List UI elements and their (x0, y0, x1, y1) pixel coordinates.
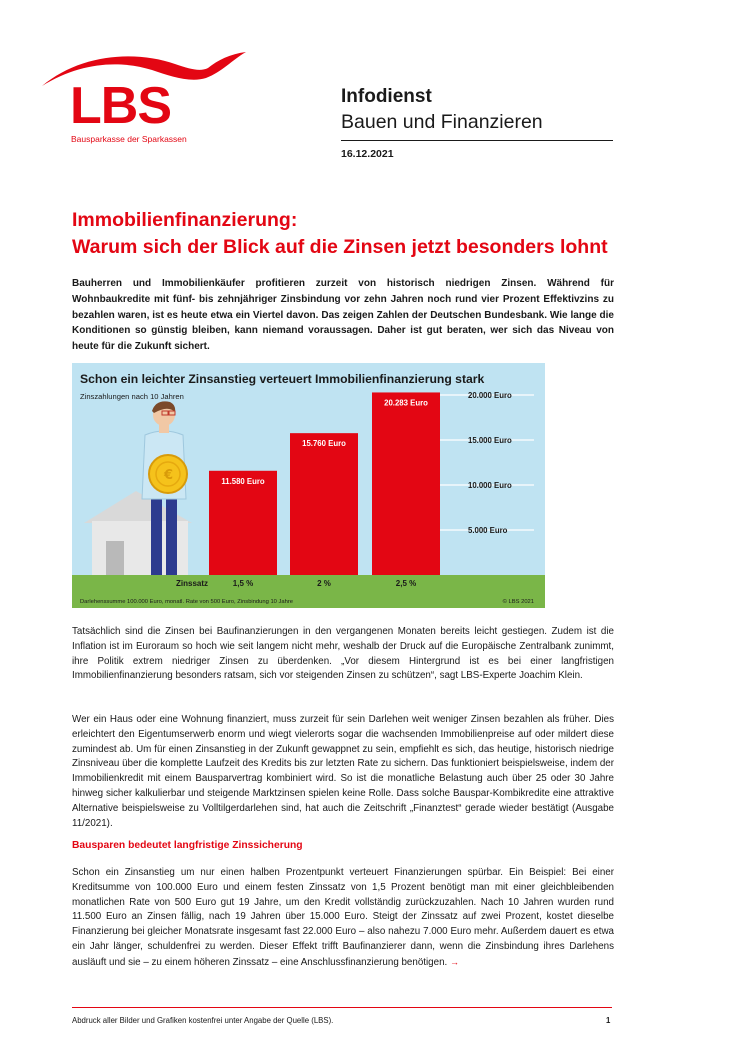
chart-footnote: Darlehenssumme 100.000 Euro, monatl. Rate von 500 Euro, Zinsbindung 10 Jahre (80, 599, 294, 605)
chart-y-tick-label: 5.000 Euro (468, 526, 508, 535)
article-title-line1: Immobilienfinanzierung: (72, 209, 298, 231)
chart-y-tick-label: 15.000 Euro (468, 436, 512, 445)
continue-arrow-icon: → (449, 956, 459, 967)
chart-y-tick-label: 20.000 Euro (468, 391, 512, 400)
article-lead: Bauherren und Immobilienkäufer profitieren zurzeit von historisch niedrigen Zinsen. Während für Wohnbaukredite mit fünf- bis zehnjähriger Zinsbindung vor zehn Jahren noch rund vier Prozent Effektivzins zu bezahlen waren, ist es heute etwa ein Viertel davon. Das zeigen Zahlen der Deutschen Bundesbank. Wie lange die Konditionen so günstig bleiben, kann niemand voraussagen. Daher ist gut beraten, wer sich das Niveau von heute für die Zukunft sichert. (72, 278, 614, 353)
chart-subtitle: Zinszahlungen nach 10 Jahren (80, 392, 184, 401)
article-title-line2: Warum sich der Blick auf die Zinsen jetzt besonders lohnt (72, 236, 608, 258)
svg-text:€: € (164, 468, 174, 483)
chart-bar-value-label: 15.760 Euro (302, 439, 346, 449)
chart-x-tick-label: 2,5 % (395, 579, 417, 588)
chart-y-tick-label: 10.000 Euro (468, 481, 512, 490)
header-title: Infodienst (341, 86, 432, 107)
page-number: 1 (606, 1016, 611, 1025)
footer-note: Abdruck aller Bilder und Grafiken kostenfrei unter Angabe der Quelle (LBS). (72, 1016, 334, 1025)
header-subtitle: Bauen und Finanzieren (341, 111, 543, 133)
chart-bar (372, 392, 440, 575)
article-paragraph-2: Wer ein Haus oder eine Wohnung finanziert, muss zurzeit für sein Darlehen weit weniger Zinsen bezahlen als früher. Dies erleichtert den Eigentumserwerb enorm und wiegt vielerorts sogar die wachsenden Immobilienpreise auf oder mildert diese zumindest ab. Um für einen Zinsanstieg in der Zukunft gewappnet zu sein, empfiehlt es sich, das heutige, historisch niedrige Zinsniveau über die komplette Laufzeit des Kredits bis zur letzten Rate zu sichern. Das funktioniert beispielsweise, indem der Immobilienkredit mit einem Bausparvertrag kombiniert wird. So ist die monatliche Belastung auch über 25 oder 30 Jahre hinweg sicher kalkulierbar und steigende Marktzinsen spielen keine Rolle. Dass solche Bauspar-Kombikredite eine attraktive Alternative beispielsweise zu Volltilgerdarlehen sind, hat auch die Zeitschrift „Finanztest“ gerade wieder bestätigt (Ausgabe 11/2021). (72, 714, 614, 829)
chart-x-tick-label: 1,5 % (232, 579, 254, 588)
lbs-logo (40, 48, 250, 148)
logo-brand: LBS (70, 77, 171, 135)
chart-bar-value-label: 11.580 Euro (221, 476, 265, 486)
article-title (72, 207, 632, 261)
chart-copyright: © LBS 2021 (502, 599, 534, 605)
header-date: 16.12.2021 (341, 148, 394, 160)
chart-x-axis-label: Zinssatz (176, 579, 209, 588)
footer-divider (72, 1007, 612, 1008)
section-heading: Bausparen bedeutet langfristige Zinssicherung (72, 840, 303, 851)
article-paragraph-3-text: Schon ein Zinsanstieg um nur einen halben Prozentpunkt verteuert Finanzierungen spürbar. Ein Beispiel: Bei einer Kreditsumme von 100.000 Euro und einem festen Zinssatz von 1,5 Prozent benötigt man mit einer gleichbleibenden monatlichen Rate von 500 Euro gut 19 Jahre, um den Kredit vollständig zurückzuzahlen. Nach 10 Jahren wurden rund 11.500 Euro an Zinsen fällig, nach 19 Jahren über 15.000 Euro. Steigt der Zinssatz auf zwei Prozent, kostet dieselbe Finanzierung bei gleicher Monatsrate insgesamt fast 22.000 Euro – also nahezu 7.000 Euro mehr. Außerdem dauert es etwa ein Jahr länger, schuldenfrei zu werden. Dieser Effekt trifft Baufinanzierer dann, wenn die Zinsbindung ihres Darlehens ausläuft und sie – zu einem höheren Zinssatz – eine Anschlussfinanzierung benötigen. (72, 867, 614, 968)
article-paragraph-1: Tatsächlich sind die Zinsen bei Baufinanzierungen in den vergangenen Monaten bereits leicht gestiegen. Zudem ist die Inflation ist im Euroraum so hoch wie seit langem nicht mehr, weshalb der Druck auf die Europäische Zentralbank zunimmt, ihre Politik extrem niedriger Zinsen zu überdenken. „Vor diesem Hintergrund ist es bei einer langfristigen Immobilienfinanzierung besonders ratsam, sich vor steigenden Zinsen zu schützen“, sagt LBS-Experte Joachim Klein. (72, 626, 614, 682)
chart-bar (290, 433, 358, 575)
chart-bar (209, 471, 277, 575)
logo-subtitle: Bausparkasse der Sparkassen (71, 134, 187, 144)
chart-x-tick-label: 2 % (317, 579, 331, 588)
chart-title: Schon ein leichter Zinsanstieg verteuert Immobilienfinanzierung stark (80, 372, 485, 386)
chart-bar-value-label: 20.283 Euro (384, 398, 428, 408)
interest-chart (72, 363, 545, 608)
article-paragraph-3 (72, 866, 614, 971)
header-divider (341, 140, 613, 141)
